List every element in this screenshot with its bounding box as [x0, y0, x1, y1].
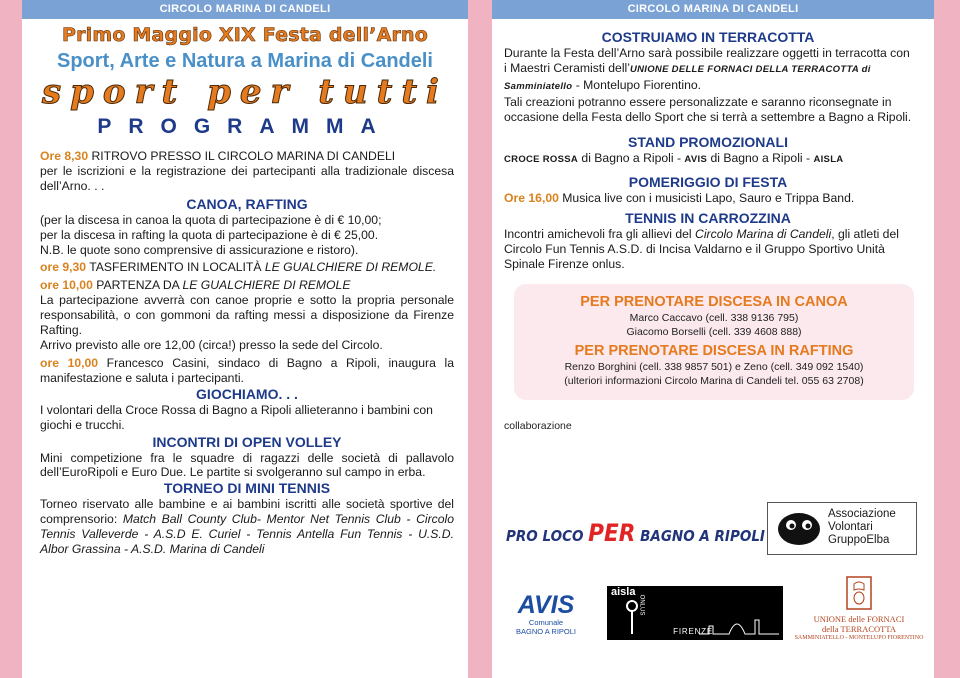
program-list: Ore 8,30 RITROVO PRESSO IL CIRCOLO MARINA DI CANDELI per le iscrizioni e la registrazione dei partecipanti alla tradizionale discesa dell’Arno. . . CANOA, RAFTING (per la discesa in canoa la quota di partecipazione è di € 10,00; per la discesa in rafting la quota di partecipazione è di € 25,00. N.B. le quote sono comprensive di assicurazione e ristoro). ore 9,30 TASFERIMENTO IN LOCALITÀ LE GUALCHIERE DI REMOLE. ore 10,00 PARTENZA DA LE GUALCHIERE DI REMOLE La partecipazione avverrà con canoe proprie e sotto la propria personale responsabilità, o con gommoni da rafting messi a disposizione da Firenze Rafting. Arrivo previsto alle ore 12,00 (circa!) presso la sede del Circolo. ore 10,00 Francesco Casini, sindaco di Bagno a Ripoli, inaugura la manifestazione e saluta i partecipanti. GIOCHIAMO. . . I volontari della Croce Rossa di Bagno a Ripoli allieteranno i bambini con giochi e trucchi. INCONTRI DI OPEN VOLLEY Mini competizione fra le squadre di ragazzi delle società di pallavolo dell’EuroRipoli e Euro Due. Le partite si svolgeranno sul campo in erba. TORNEO DI MINI TENNIS Torneo riservato alle bambine e ai bambini iscritti alle società sportive del comprensorio: Match Ball County Club- Mentor Net Tennis Club - Circolo Tennis Valleverde - A.S.D E. Curiel - Tennis Antella Fun Tennis - U.S.D. Albor Grassina - A.S.D. Marina di Candeli — [40, 149, 454, 557]
time-label: Ore 8,30 — [40, 149, 89, 163]
face-icon — [776, 511, 822, 547]
booking-contact: Marco Caccavo (cell. 338 9136 795) — [629, 312, 799, 325]
right-page — [492, 0, 934, 678]
booking-contact: Renzo Borghini (cell. 338 9857 501) e Zeno (cell. 349 092 1540) — [564, 361, 864, 374]
booking-info: (ulteriori informazioni Circolo Marina di Candeli tel. 055 63 2708) — [564, 375, 864, 388]
section-stand: STAND PROMOZIONALI — [628, 133, 788, 150]
aisla-logo: aisla ONLUS FIRENZE — [607, 586, 783, 640]
program-item-partenza: ore 10,00 PARTENZA DA LE GUALCHIERE DI REMOLE La partecipazione avverrà con canoe proprie e sotto la propria personale responsabilità, o con gommoni da rafting messi a disposizione da Firenze Rafting. Arrivo previsto alle ore 12,00 (circa!) presso la sede del Circolo. — [40, 278, 454, 352]
associazione-volontari-logo: Associazione Volontari GruppoElba — [767, 502, 917, 555]
program-item-ritrovo: Ore 8,30 RITROVO PRESSO IL CIRCOLO MARINA DI CANDELI per le iscrizioni e la registrazione dei partecipanti alla tradizionale discesa dell’Arno. . . — [40, 149, 454, 193]
booking-contact: Giacomo Borselli (cell. 339 4608 888) — [626, 326, 802, 339]
program-item-inaugurazione: ore 10,00 Francesco Casini, sindaco di Bagno a Ripoli, inaugura la manifestazione e saluta i partecipanti. — [40, 355, 454, 385]
unione-fornaci-logo: UNIONE delle FORNACI della TERRACOTTA SAMMINIATELLO - MONTELUPO FIORENTINO — [792, 576, 926, 646]
booking-rafting-title: PER PRENOTARE DISCESA IN RAFTING — [574, 343, 854, 360]
section-open-volley: INCONTRI DI OPEN VOLLEY — [152, 433, 342, 450]
right-program: COSTRUIAMO IN TERRACOTTA Durante la Festa dell’Arno sarà possibile realizzare oggetti in terracotta con i Maestri Ceramisti dell’UNIONE DELLE FORNACI DELLA TERRACOTTA di Samminiatello - Montelupo Fiorentino. Tali creazioni potranno essere personalizzate e saranno riconsegnate in occasione della Festa dello Sport che si terrà a settembre a Bagno a Ripoli. STAND PROMOZIONALI CROCE ROSSA di Bagno a Ripoli - AVIS di Bagno a Ripoli - AISLA POMERIGGIO DI FESTA Ore 16,00 Musica live con i musicisti Lapo, Sauro e Trippa Band. TENNIS IN CARROZZINA Incontri amichevoli fra gli allievi del Circolo Marina di Candeli, gli atleti del Circolo Fun Tennis A.S.D. di Incisa Valdarno e il Gruppo Sportivo Unità Spinale Firenze onlus. — [504, 29, 912, 272]
section-pomeriggio: POMERIGGIO DI FESTA — [628, 174, 788, 191]
program-item-trasferimento: ore 9,30 TASFERIMENTO IN LOCALITÀ LE GUALCHIERE DI REMOLE. — [40, 260, 437, 275]
event-subtitle: Sport, Arte e Natura a Marina di Candeli — [56, 50, 433, 72]
event-title: Primo Maggio XIX Festa dell’Arno — [61, 24, 429, 46]
section-mini-tennis: TORNEO DI MINI TENNIS — [163, 480, 331, 497]
avis-logo: AVIS Comunale BAGNO A RIPOLI — [515, 591, 577, 636]
collaboration-label: collaborazione — [504, 420, 572, 433]
section-canoa-rafting: CANOA, RAFTING — [186, 195, 308, 212]
section-terracotta: COSTRUIAMO IN TERRACOTTA — [601, 29, 815, 45]
booking-canoa-title: PER PRENOTARE DISCESA IN CANOA — [580, 294, 848, 311]
right-page-header: CIRCOLO MARINA DI CANDELI — [492, 0, 934, 19]
event-slogan: sport per tutti — [42, 72, 448, 112]
ribbon-icon — [623, 600, 641, 636]
proloco-logo: PRO LOCO PER BAGNO A RIPOLI — [506, 519, 765, 547]
left-page-header: CIRCOLO MARINA DI CANDELI — [22, 0, 468, 19]
programma-heading: PROGRAMMA — [97, 115, 393, 138]
terracotta-emblem-icon — [846, 576, 872, 610]
section-carrozzina: TENNIS IN CARROZZINA — [625, 210, 791, 227]
left-page — [22, 0, 468, 678]
booking-box — [514, 284, 914, 400]
section-giochiamo: GIOCHIAMO. . . — [196, 385, 298, 402]
